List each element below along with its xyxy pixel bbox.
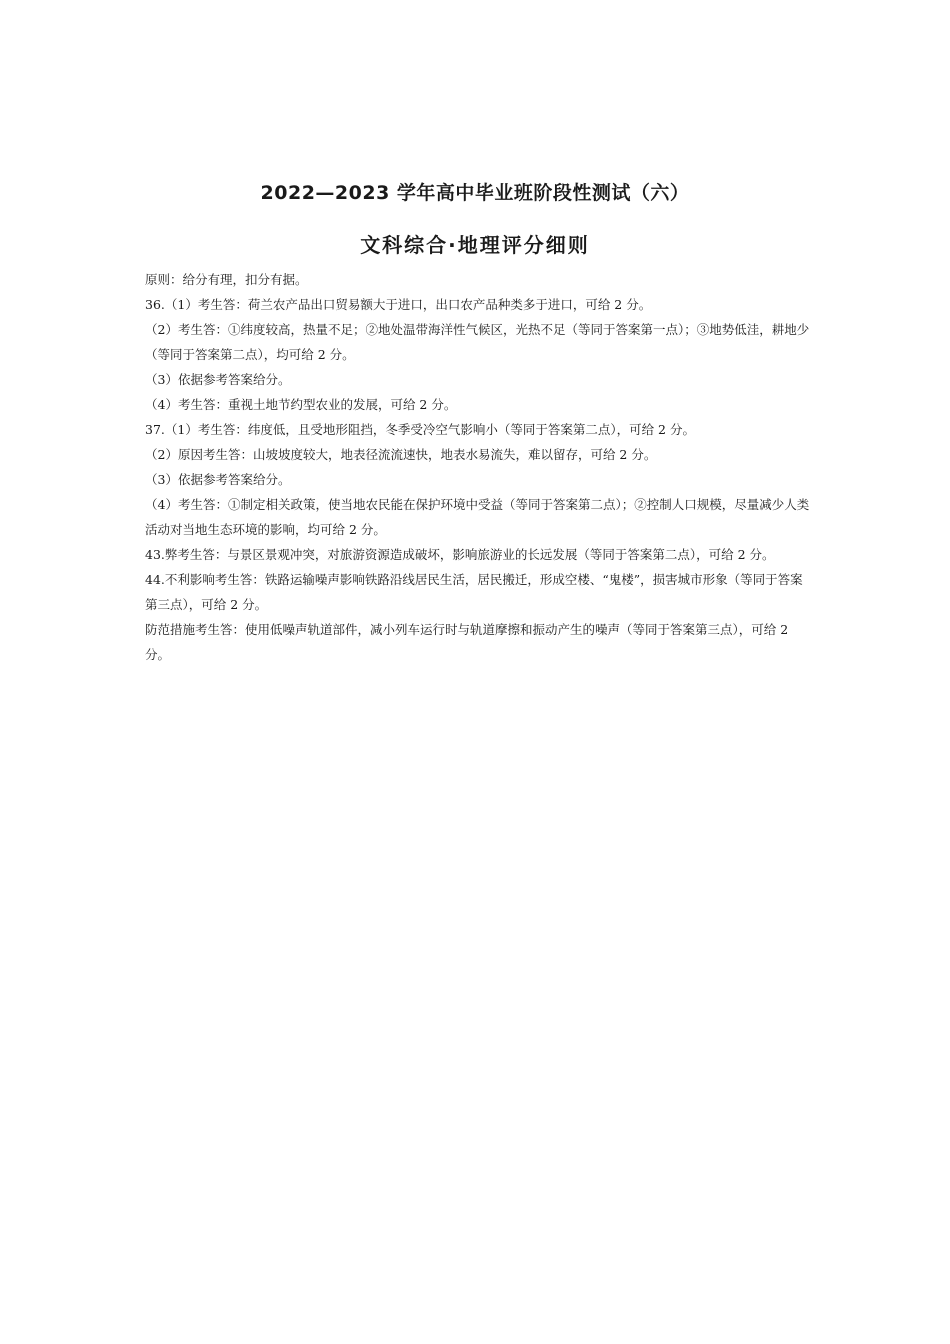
- paragraph-36-1: 36.（1）考生答：荷兰农产品出口贸易额大于进口，出口农产品种类多于进口，可给 2 分。: [145, 297, 652, 312]
- document-body: [145, 267, 810, 667]
- paragraph-43: 43.弊考生答：与景区景观冲突，对旅游资源造成破坏，影响旅游业的长远发展（等同于答案第二点），可给 2 分。: [145, 547, 775, 562]
- document-title: 2022—2023 学年高中毕业班阶段性测试（六）: [260, 182, 690, 204]
- paragraph-36-4: （4）考生答：重视土地节约型农业的发展，可给 2 分。: [145, 397, 457, 412]
- paragraph-principle: 原则：给分有理，扣分有据。: [145, 272, 308, 287]
- paragraph-37-3: （3）依据参考答案给分。: [145, 472, 291, 487]
- paragraph-37-1: 37.（1）考生答：纬度低，且受地形阻挡，冬季受冷空气影响小（等同于答案第二点），可给 2 分。: [145, 422, 695, 437]
- paragraph-36-2: （2）考生答：①纬度较高，热量不足；②地处温带海洋性气候区，光热不足（等同于答案第一点）；③地势低洼，耕地少（等同于答案第二点），均可给 2 分。: [145, 322, 810, 362]
- paragraph-44-measures: 防范措施考生答：使用低噪声轨道部件，减小列车运行时与轨道摩擦和振动产生的噪声（等同于答案第三点），可给 2 分。: [145, 622, 789, 662]
- paragraph-36-3: （3）依据参考答案给分。: [145, 372, 291, 387]
- paragraph-44-impact: 44.不利影响考生答：铁路运输噪声影响铁路沿线居民生活，居民搬迁，形成空楼、“鬼楼”，损害城市形象（等同于答案第三点），可给 2 分。: [145, 572, 803, 612]
- paragraph-37-2: （2）原因考生答：山坡坡度较大，地表径流流速快，地表水易流失，难以留存，可给 2 分。: [145, 447, 657, 462]
- paragraph-37-4: （4）考生答：①制定相关政策，使当地农民能在保护环境中受益（等同于答案第二点）；②控制人口规模，尽量减少人类活动对当地生态环境的影响，均可给 2 分。: [145, 497, 810, 537]
- document-subtitle: 文科综合·地理评分细则: [360, 233, 590, 257]
